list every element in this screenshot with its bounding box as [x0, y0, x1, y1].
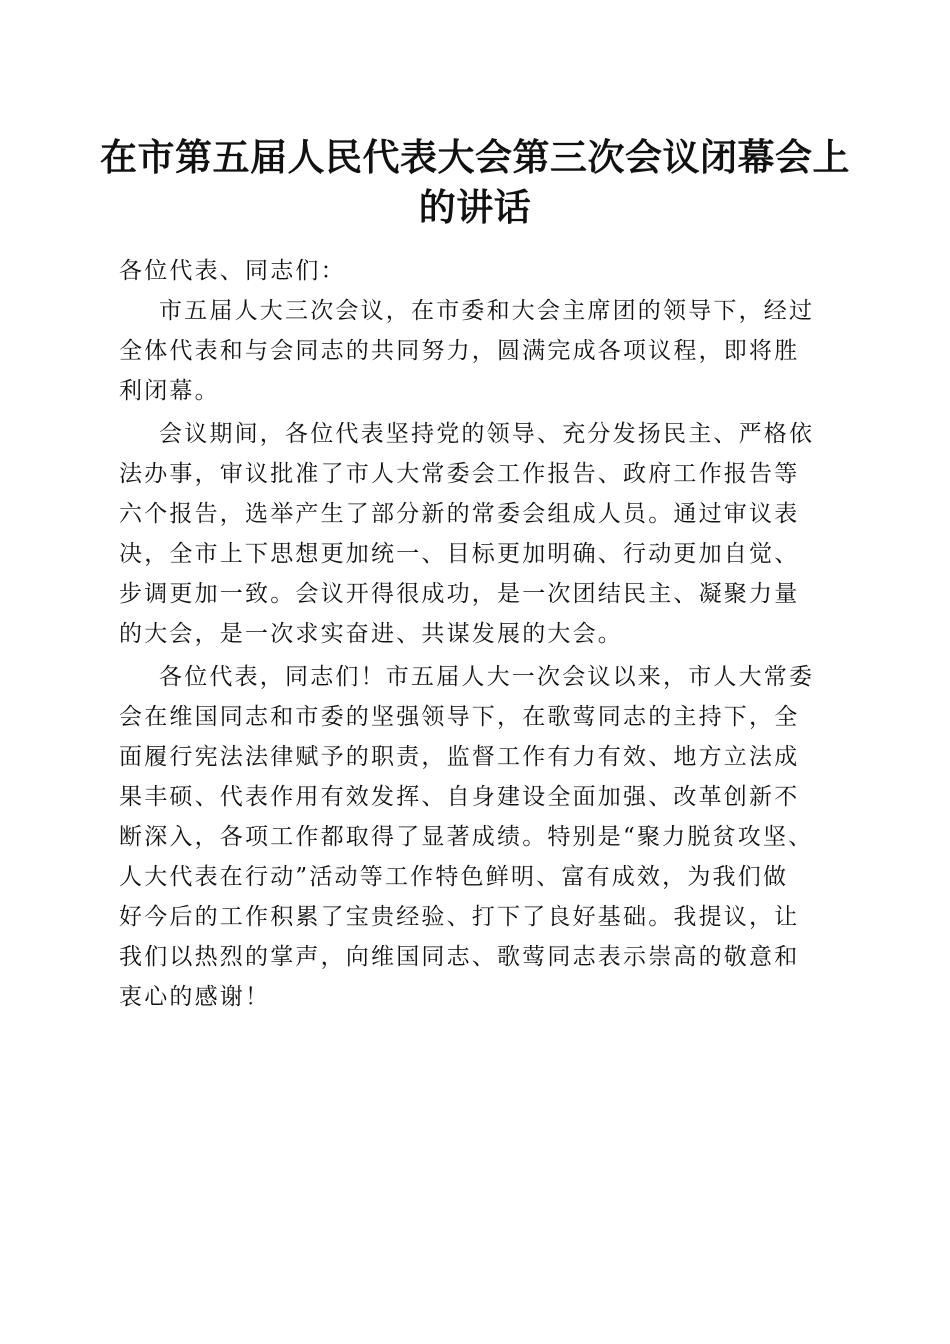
paragraph-line: 会在维国同志和市委的坚强领导下，在歌莺同志的主持下，全 — [119, 704, 800, 730]
paragraph-line: 人大代表在行动”活动等工作特色鲜明、富有成效，为我们做 — [119, 864, 789, 890]
paragraph-line: 果丰硕、代表作用有效发挥、自身建设全面加强、改革创新不 — [119, 784, 800, 810]
paragraph-line: 六个报告，选举产生了部分新的常委会组成人员。通过审议表 — [119, 501, 800, 527]
paragraph-line: 会议期间，各位代表坚持党的领导、充分发扬民主、严格依 — [159, 421, 815, 447]
paragraph-2 — [119, 414, 879, 654]
title-line: 在市第五届人民代表大会第三次会议闭幕会上 — [100, 135, 850, 179]
salutation-text: 各位代表、同志们： — [119, 258, 346, 284]
paragraph-line: 法办事，审议批准了市人大常委会工作报告、政府工作报告等 — [119, 461, 800, 487]
document-body — [119, 251, 879, 1017]
paragraph-line: 各位代表，同志们！市五届人大一次会议以来，市人大常委 — [159, 664, 815, 690]
paragraph-line: 利闭幕。 — [119, 378, 220, 404]
paragraph-line: 好今后的工作积累了宝贵经验、打下了良好基础。我提议，让 — [119, 904, 800, 930]
paragraph-line: 市五届人大三次会议，在市委和大会主席团的领导下，经过 — [159, 298, 815, 324]
paragraph-3 — [119, 657, 879, 1017]
paragraph-line: 步调更加一致。会议开得很成功，是一次团结民主、凝聚力量 — [119, 581, 800, 607]
paragraph-line: 面履行宪法法律赋予的职责，监督工作有力有效、地方立法成 — [119, 744, 800, 770]
salutation — [119, 251, 879, 291]
paragraph-line: 决，全市上下思想更加统一、目标更加明确、行动更加自觉、 — [119, 541, 800, 567]
title-line: 的讲话 — [418, 185, 532, 229]
paragraph-line: 我们以热烈的掌声，向维国同志、歌莺同志表示崇高的敬意和 — [119, 944, 800, 970]
paragraph-line: 断深入，各项工作都取得了显著成绩。特别是“聚力脱贫攻坚、 — [119, 824, 814, 850]
document-title — [100, 132, 850, 232]
paragraph-1 — [119, 291, 879, 411]
paragraph-line: 的大会，是一次求实奋进、共谋发展的大会。 — [119, 621, 623, 647]
paragraph-line: 衷心的感谢！ — [119, 984, 271, 1010]
paragraph-line: 全体代表和与会同志的共同努力，圆满完成各项议程，即将胜 — [119, 338, 800, 364]
